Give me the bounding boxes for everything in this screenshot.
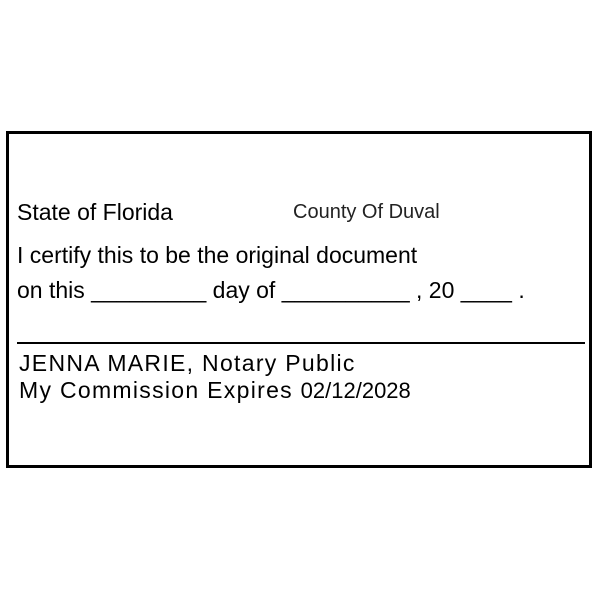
certify-text: I certify this to be the original document <box>17 242 418 268</box>
commission-expiry <box>19 379 411 402</box>
date-fill-line: on this _________ day of __________ , 20 ____ . <box>17 277 525 303</box>
notary-stamp <box>6 131 592 468</box>
state-label: State of Florida <box>17 199 173 225</box>
notary-name: JENNA MARIE, Notary Public <box>19 350 356 376</box>
commission-date: 02/12/2028 <box>300 378 411 403</box>
signature-line <box>17 342 585 344</box>
county-label: County Of Duval <box>293 201 440 223</box>
commission-label: My Commission Expires <box>19 377 293 403</box>
